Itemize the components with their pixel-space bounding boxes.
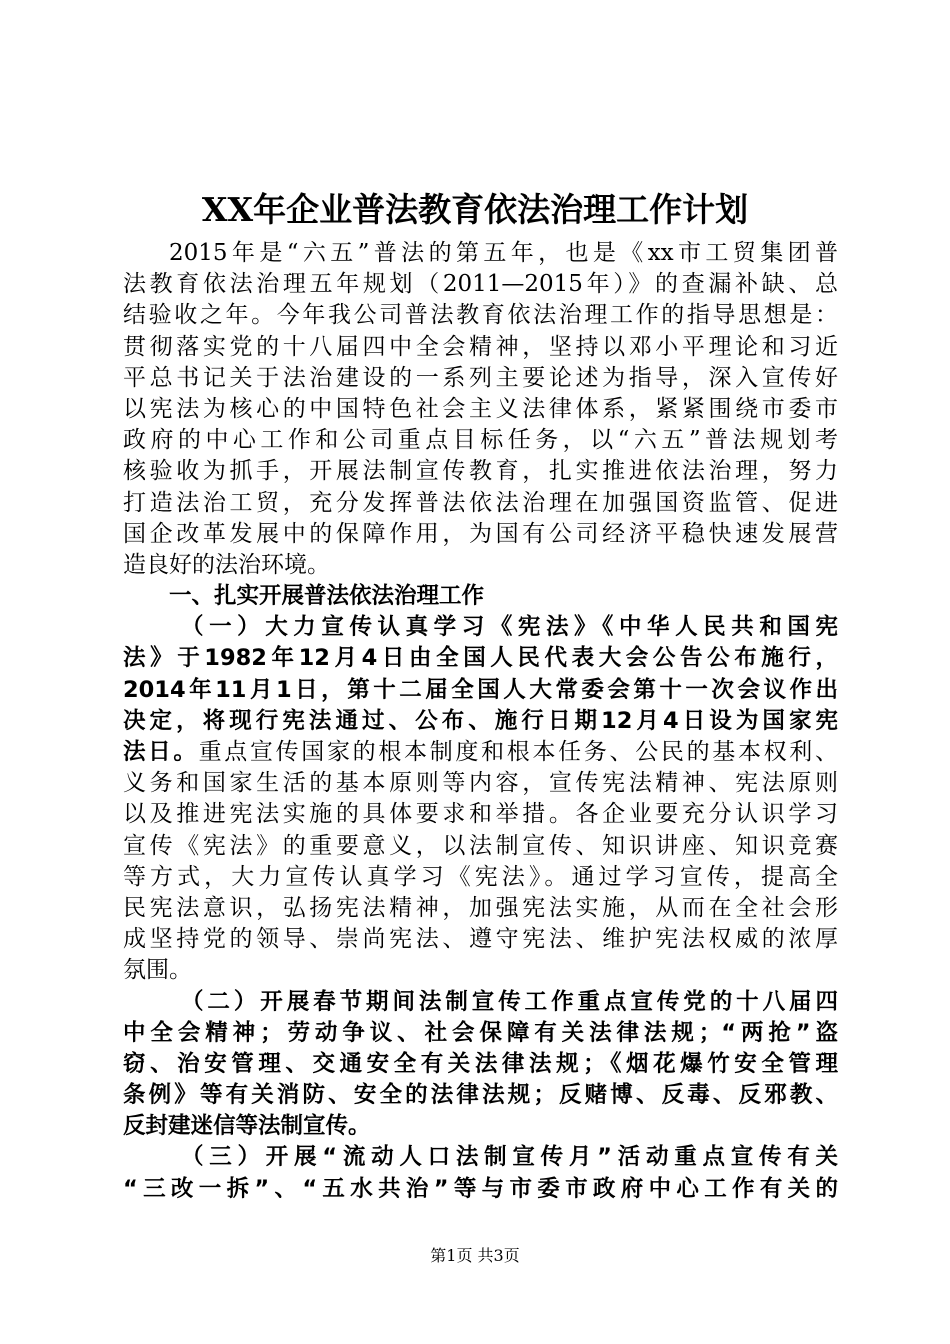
body-line: 政府的中心工作和公司重点目标任务，以“六五”普法规划考 [123, 427, 838, 454]
item-heading-line: “三改一拆”、“五水共治”等与市委市政府中心工作有关的 [123, 1175, 838, 1202]
body-line: 成坚持党的领导、崇尚宪法、遵守宪法、维护宪法权威的浓厚 [123, 926, 838, 953]
body-line: 2015年是“六五”普法的第五年，也是《xx市工贸集团普 [169, 240, 838, 266]
body-line: 以宪法为核心的中国特色社会主义法律体系，紧紧围绕市委市 [123, 395, 838, 422]
item-heading-line: （三）开展“流动人口法制宣传月”活动重点宣传有关 [181, 1144, 838, 1171]
body-line: 国企改革发展中的保障作用，为国有公司经济平稳快速发展营 [123, 520, 838, 547]
item-heading-line: 反封建迷信等法制宣传。 [123, 1113, 371, 1140]
body-line: 贯彻落实党的十八届四中全会精神，坚持以邓小平理论和习近 [123, 333, 838, 360]
body-line: 平总书记关于法治建设的一系列主要论述为指导，深入宣传好 [123, 364, 838, 391]
item-heading-line: 中全会精神；劳动争议、社会保障有关法律法规；“两抢”盗 [123, 1019, 838, 1046]
item-heading-line: 2014年11月1日，第十二届全国人大常委会第十一次会议作出 [123, 676, 838, 703]
body-line: 法教育依法治理五年规划（2011—2015年）》的查漏补缺、总 [123, 271, 838, 298]
body-line: 打造法治工贸，充分发挥普法依法治理在加强国资监管、促进 [123, 489, 838, 516]
body-line [123, 737, 838, 768]
body-line: 等方式，大力宣传认真学习《宪法》。通过学习宣传，提高全 [123, 863, 838, 890]
body-text-span: 重点宣传国家的根本制度和根本任务、公民的基本权利、 [198, 739, 838, 765]
item-heading-tail: 法日。 [123, 739, 199, 765]
item-heading-line: （二）开展春节期间法制宣传工作重点宣传党的十八届四 [181, 988, 838, 1015]
body-line: 以及推进宪法实施的具体要求和举措。各企业要充分认识学习 [123, 801, 838, 828]
body-line: 氛围。 [123, 957, 192, 984]
item-heading-line: 法》于1982年12月4日由全国人民代表大会公告公布施行， [123, 645, 838, 672]
body-line: 民宪法意识，弘扬宪法精神，加强宪法实施，从而在全社会形 [123, 894, 838, 921]
body-line: 结验收之年。今年我公司普法教育依法治理工作的指导思想是： [123, 302, 838, 329]
item-heading-line: 决定，将现行宪法通过、公布、施行日期12月4日设为国家宪 [123, 707, 838, 734]
body-line: 核验收为抓手，开展法制宣传教育，扎实推进依法治理，努力 [123, 458, 838, 485]
body-line: 义务和国家生活的基本原则等内容，宣传宪法精神、宪法原则 [123, 770, 838, 797]
page-footer: 第1页 共3页 [430, 1246, 520, 1265]
item-heading-line: 条例》等有关消防、安全的法律法规；反赌博、反毒、反邪教、 [123, 1082, 838, 1109]
document-body [123, 238, 838, 1205]
document-title: XX年企业普法教育依法治理工作计划 [201, 190, 749, 229]
item-heading-line: 窃、治安管理、交通安全有关法律法规；《烟花爆竹安全管理 [123, 1050, 838, 1077]
body-line: 造良好的法治环境。 [123, 551, 330, 578]
item-heading-line: （一）大力宣传认真学习《宪法》《中华人民共和国宪 [181, 614, 838, 641]
body-line: 宣传《宪法》的重要意义，以法制宣传、知识讲座、知识竞赛 [123, 832, 838, 859]
section-heading: 一、扎实开展普法依法治理工作 [169, 583, 485, 610]
